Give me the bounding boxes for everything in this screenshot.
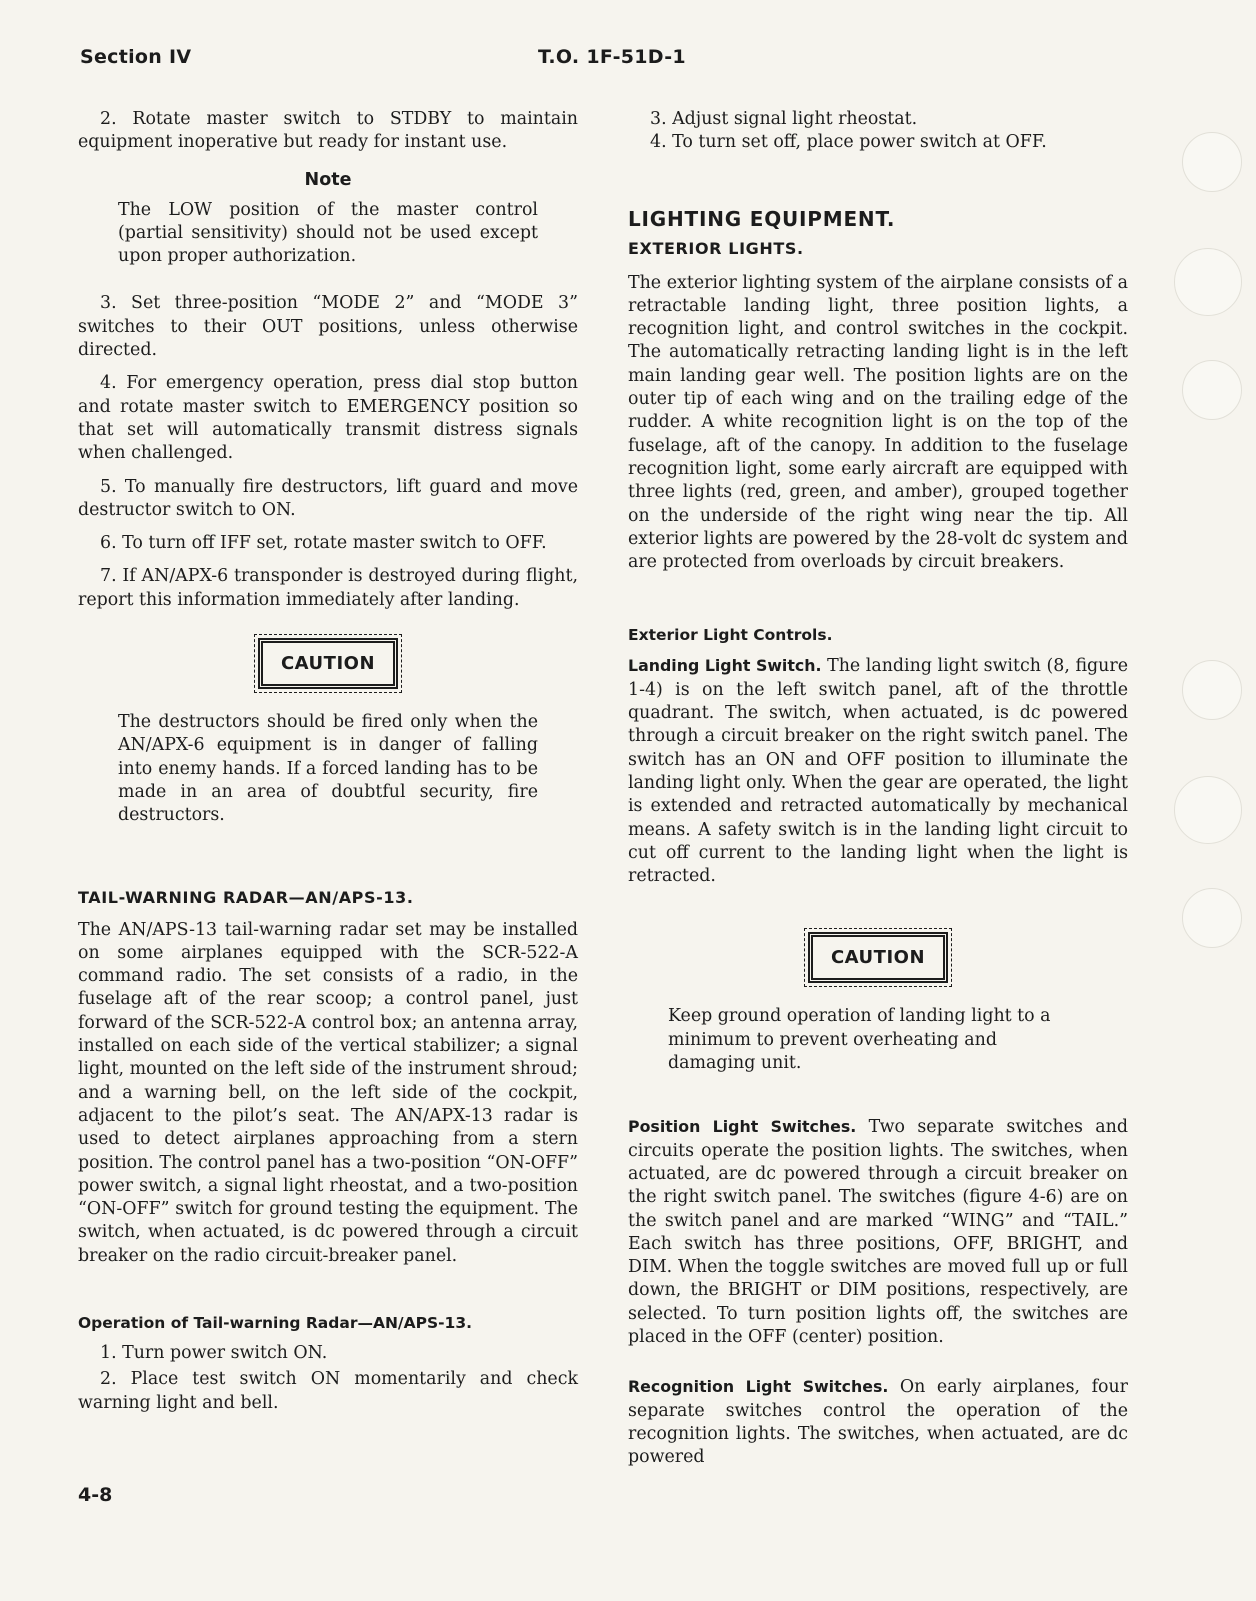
step-3-mode-switches: 3. Set three-position “MODE 2” and “MODE 3” switches to their OUT positions, unless otherwise directed.	[78, 293, 578, 361]
caution-text-destructors: The destructors should be fired only when the AN/APX-6 equipment is in danger of falling into enemy hands. If a forced landing has to be made in an area of doubtful security, fire destructors.	[118, 712, 538, 826]
note-heading: Note	[304, 169, 352, 190]
binder-hole	[1182, 360, 1242, 420]
binder-hole	[1182, 888, 1242, 948]
recognition-light-text: On early airplanes, four separate switches control the operation of the recognition lights. The switches, when actuated, are dc powered	[628, 1377, 1128, 1468]
op-step-3-rheostat: 3. Adjust signal light rheostat.	[650, 109, 918, 129]
page-number: 4-8	[78, 1484, 113, 1506]
step-2-master-switch-stdby: 2. Rotate master switch to STDBY to maintain equipment inoperative but ready for instant use.	[78, 109, 578, 153]
step-7-transponder-destroyed: 7. If AN/APX-6 transponder is destroyed during flight, report this information immediately after landing.	[78, 566, 578, 610]
binder-hole	[1182, 132, 1242, 192]
landing-light-paragraph	[628, 654, 1128, 888]
caution-box-destructors	[78, 638, 578, 689]
recognition-light-paragraph	[628, 1375, 1128, 1469]
recognition-light-runin: Recognition Light Switches.	[628, 1377, 889, 1397]
caution-box-landing-light	[628, 932, 1128, 983]
radar-section-heading: TAIL-WARNING RADAR—AN/APS-13.	[78, 887, 414, 907]
binder-hole	[1182, 660, 1242, 720]
position-light-runin: Position Light Switches.	[628, 1117, 857, 1137]
left-column	[78, 108, 578, 1415]
step-6-turn-off-iff: 6. To turn off IFF set, rotate master switch to OFF.	[100, 533, 547, 554]
exterior-lights-heading: EXTERIOR LIGHTS.	[628, 238, 804, 258]
radar-description: The AN/APS-13 tail-warning radar set may be installed on some airplanes equipped with the SCR-522-A command radio. The set consists of a radio, in the fuselage aft of the rear scoop; a control panel, just forward of the SCR-522-A control box; an antenna array, installed on each side of the vertical stabilizer; a signal light, mounted on the left side of the instrument shroud; and a warning bell, on the left side of the cockpit, adjacent to the pilot’s seat. The AN/APX-13 radar is used to detect airplanes approaching from a stern position. The control panel has a two-position “ON-OFF” power switch, a signal light rheostat, and a two-position “ON-OFF” switch for ground testing the equipment. The switch, when actuated, is dc powered through a circuit breaker on the radio circuit-breaker panel.	[78, 919, 578, 1266]
right-column	[628, 108, 1128, 1469]
caution-label: CAUTION	[808, 932, 948, 983]
exterior-light-controls-heading: Exterior Light Controls.	[628, 626, 833, 645]
op-step-2-test: 2. Place test switch ON momentarily and check warning light and bell.	[78, 1369, 578, 1413]
position-light-text: Two separate switches and circuits operate the position lights. The switches, when actuated, are dc powered through a circuit breaker on the right switch panel. The switches (figure 4-6) are on the switch panel and are marked “WING” and “TAIL.” Each switch has three positions, OFF, BRIGHT, and DIM. When the toggle switches are moved full up or full down, the BRIGHT or DIM positions, respectively, are selected. To turn position lights off, the switches are placed in the OFF (center) position.	[628, 1117, 1129, 1347]
technical-order-number: T.O. 1F-51D-1	[538, 46, 686, 68]
caution-text-landing-light: Keep ground operation of landing light to a minimum to prevent overheating and damaging unit.	[668, 1006, 1051, 1074]
landing-light-text: The landing light switch (8, figure 1-4) is on the left switch panel, aft of the throttle quadrant. The switch, when actuated, is dc powered through a circuit breaker on the right switch panel. The switch has an ON and OFF position to illuminate the landing light only. When the gear are operated, the light is extended and retracted automatically by mechanical means. A safety switch is in the landing light circuit to cut off current to the landing light when the light is retracted.	[628, 656, 1128, 887]
section-label: Section IV	[80, 46, 192, 68]
exterior-lights-description: The exterior lighting system of the airplane consists of a retractable landing light, three position lights, a recognition light, and control switches in the cockpit. The automatically retracting landing light is in the left main landing gear well. The position lights are on the outer tip of each wing and on the trailing edge of the rudder. A white recognition light is on the top of the fuselage, aft of the canopy. In addition to the fuselage recognition light, some early aircraft are equipped with three lights (red, green, and amber), grouped together on the underside of the right wing near the tip. All exterior lights are powered by the 28-volt dc system and are protected from overloads by circuit breakers.	[628, 272, 1128, 573]
position-light-paragraph	[628, 1115, 1128, 1349]
radar-operation-heading: Operation of Tail-warning Radar—AN/APS-13.	[78, 1313, 473, 1332]
landing-light-runin: Landing Light Switch.	[628, 656, 822, 676]
step-5-fire-destructors: 5. To manually fire destructors, lift guard and move destructor switch to ON.	[78, 476, 578, 520]
op-step-4-turn-off: 4. To turn set off, place power switch at OFF.	[650, 132, 1047, 153]
lighting-equipment-heading: LIGHTING EQUIPMENT.	[628, 206, 896, 231]
note-text: The LOW position of the master control (partial sensitivity) should not be used except upon proper authorization.	[118, 199, 538, 267]
binder-hole	[1174, 248, 1242, 316]
binder-hole	[1174, 776, 1242, 844]
step-4-emergency-operation: 4. For emergency operation, press dial stop button and rotate master switch to EMERGENCY position so that set will automatically transmit distress signals when challenged.	[78, 373, 578, 464]
caution-label: CAUTION	[258, 638, 398, 689]
op-step-1-power: 1. Turn power switch ON.	[100, 1342, 328, 1363]
